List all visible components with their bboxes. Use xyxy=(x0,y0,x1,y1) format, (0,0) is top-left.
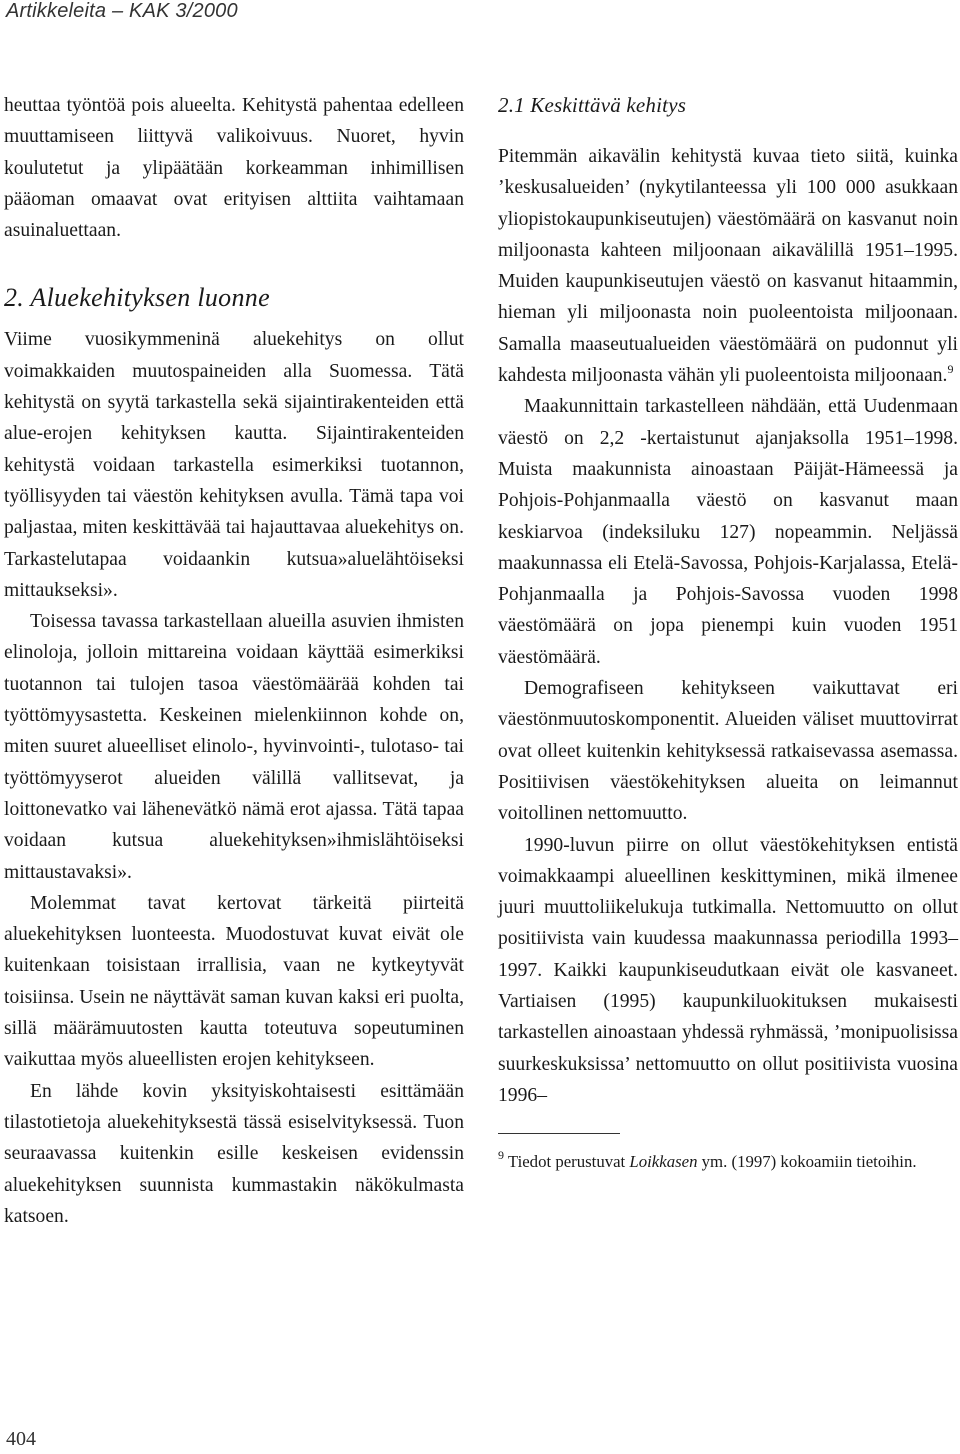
footnote-number: 9 xyxy=(498,1148,504,1163)
paragraph: Viime vuosikymmeninä aluekehitys on ollut voimakkaiden muutospaineiden alla Suomessa. Tätä kehitystä on syytä tarkastella sekä sijaintirakenteiden että alue-erojen kehityksen kautta. Sijaintirakenteiden kehitystä voidaan tarkastella esimerkiksi tuotannon, työllisyyden tai väestön kehityksen avulla. Tämä tapa voi paljastaa, miten keskittävää tai hajauttavaa aluekehitys on. Tarkastelutapaa voidaankin kutsua»aluelähtöiseksi mittaukseksi». xyxy=(4,329,464,601)
footnote-marker[interactable]: 9 xyxy=(947,362,954,377)
footnote-text: Tiedot perustuvat xyxy=(507,1152,630,1172)
page-number: 404 xyxy=(6,1428,36,1450)
paragraph: En lähde kovin yksityiskohtaisesti esittämään tilastotietoja aluekehityksestä tässä esiselvityksessä. Tuon seuraavassa kuitenkin esille keskeisen evidenssin aluekehityksen suunnista kummastakin näkökulmasta katsoen. xyxy=(4,1080,464,1227)
paragraph: heuttaa työntöä pois alueelta. Kehitystä pahentaa edelleen muuttamiseen liittyvä valikoivuus. Nuoret, hyvin koulutetut ja ylipäätään korkeamman inhimillisen pääoman omaavat ovat erityisen alttiita vaihtamaan asuinaluettaan. xyxy=(4,95,464,242)
paragraph: Maakunnittain tarkastelleen nähdään, että Uudenmaan väestö on 2,2 -kertaistunut ajanjaksolla 1951–1998. Muista maakunnista ainoastaan Päijät-Hämeessä ja Pohjois-Pohjanmaalla väestö on kasvanut maan keskiarvoa (indeksiluku 127) nopeammin. Neljässä maakunnassa eli Etelä-Savossa, Pohjois-Karjalassa, Etelä-Pohjanmaalla ja Pohjois-Savossa vuoden 1998 väestömäärä on jopa pienempi kuin vuoden 1951 väestömäärä. xyxy=(498,396,958,668)
footnote xyxy=(498,1148,958,1176)
footnote-text-end: ym. (1997) kokoamiin tietoihin. xyxy=(697,1152,917,1172)
subsection-heading: 2.1 Keskittävä kehitys xyxy=(498,93,687,117)
right-column xyxy=(498,90,958,1176)
section-heading: 2. Aluekehityksen luonne xyxy=(4,283,270,313)
paragraph: Molemmat tavat kertovat tärkeitä piirteitä aluekehityksen luonteesta. Muodostuvat kuvat eivät ole kuitenkaan toisistaan irrallisia, vaan ne kytkeytyvät toisiinsa. Usein ne näyttävät saman kuvan kaksi eri puolta, sillä määrämuutosten kautta toteutuva sopeutuminen vaikuttaa myös alueellisten erojen kehitykseen. xyxy=(4,892,464,1071)
paragraph: Toisessa tavassa tarkastellaan alueilla asuvien ihmisten elinoloja, jolloin mittareina voidaan käyttää esimerkiksi tuotannon tai tulojen tasoa väestömäärää kohden tai työttömyysastetta. Keskeinen mielenkiinnon kohde on, miten suuret alueelliset elinolo-, hyvinvointi-, tulotaso- tai työttömyyserot alueiden välillä vallitsevat, ja loittonevatko vai lähenevätkö nämä erot ajassa. Tätä tapaa voidaan kutsua aluekehityksen»ihmislähtöiseksi mittaustavaksi». xyxy=(4,611,464,883)
paragraph: 1990-luvun piirre on ollut väestökehityksen entistä voimakkaampi alueellinen keskittyminen, mikä ilmenee juuri muuttoliikelukuja tutkimalla. Nettomuutto on ollut positiivista vain kuudessa maakunnassa periodilla 1993–1997. Kaikki kaupunkiseudutkaan eivät ole kasvaneet. Vartiaisen (1995) kaupunkiluokituksen mukaisesti tarkastellen ainoastaan yhdessä ryhmässä, ’monipuolisissa suurkeskuksissa’ nettomuutto on ollut positiivista vuosina 1996– xyxy=(498,834,958,1106)
left-column xyxy=(4,90,464,1232)
paragraph xyxy=(498,141,958,391)
paragraph: Demografiseen kehitykseen vaikuttavat eri väestönmuutoskomponentit. Alueiden väliset muuttovirrat ovat olleet kuitenkin kehityksessä ratkaisevassa asemassa. Positiivisen väestökehityksen alueita on leimannut voitollinen nettomuutto. xyxy=(498,678,958,825)
footnote-divider xyxy=(498,1133,620,1134)
paragraph-text: Pitemmän aikavälin kehitystä kuvaa tieto siitä, kuinka ’keskusalueiden’ (nykytilanteessa yli 100 000 asukkaan yliopistokaupunkiseutujen) väestömäärä on kasvanut noin miljoonasta kahteen miljoonaan aikavälillä 1951–1995. Muiden kaupunkiseutujen väestö on kasvanut hitaammin, hieman yli miljoonasta noin puoleentoista miljoonaan. Samalla maaseutualueiden väestömäärä on pudonnut yli kahdesta miljoonasta vähän yli puoleentoista miljoonaan. xyxy=(498,146,958,387)
footnote-author: Loikkasen xyxy=(629,1152,698,1172)
running-header: Artikkeleita – KAK 3/2000 xyxy=(6,0,238,22)
